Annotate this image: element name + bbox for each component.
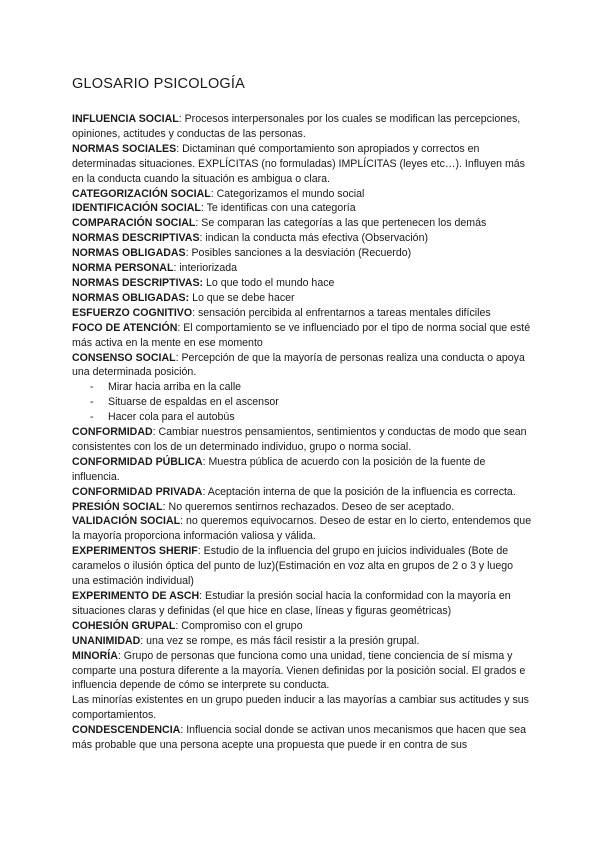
glossary-term: NORMAS OBLIGADAS: [72, 247, 186, 260]
glossary-entry-normas-sociales: [72, 142, 532, 187]
glossary-entry-comparacion-social: [72, 216, 532, 231]
glossary-entry-validacion-social: [72, 514, 532, 544]
glossary-definition: : Aceptación interna de que la posición de la influencia es correcta.: [202, 485, 516, 498]
glossary-definition: Las minorías existentes en un grupo pueden inducir a las mayorías a cambiar sus actitudes y sus comportamientos.: [72, 694, 529, 722]
glossary-definition: Lo que se debe hacer: [189, 291, 295, 304]
glossary-entry-condescendencia: [72, 723, 532, 753]
glossary-entry-foco-de-atencion: [72, 321, 532, 351]
glossary-definition: Lo que todo el mundo hace: [203, 276, 335, 289]
glossary-entry-minoria: [72, 649, 532, 694]
bullet-marker: -: [90, 381, 94, 394]
glossary-term: INFLUENCIA SOCIAL: [72, 113, 179, 125]
glossary-definition: : indican la conducta más efectiva (Observación): [199, 232, 428, 245]
glossary-definition: : No queremos sentirnos rechazados. Deseo de ser aceptado.: [162, 500, 455, 513]
glossary-term: NORMAS OBLIGADAS:: [72, 291, 190, 304]
glossary-definition: : Posibles sanciones a la desviación (Recuerdo): [185, 247, 412, 260]
glossary-term: UNANIMIDAD: [72, 634, 141, 647]
glossary-entry-influencia-social: [72, 112, 532, 142]
list-item: [90, 410, 532, 425]
consenso-examples-list: [72, 380, 532, 425]
glossary-term: CONSENSO SOCIAL: [72, 351, 176, 364]
glossary-definition: : Se comparan las categorías a las que pertenecen los demás: [195, 217, 487, 230]
glossary-entry-identificacion-social: [72, 201, 532, 216]
list-item-text: Situarse de espaldas en el ascensor: [108, 396, 279, 409]
page-title: GLOSARIO PSICOLOGÍA: [72, 76, 246, 92]
glossary-entry-conformidad-publica: [72, 455, 532, 485]
glossary-term: VALIDACIÓN SOCIAL: [72, 515, 181, 528]
glossary-term: NORMAS DESCRIPTIVAS: [72, 232, 200, 245]
glossary-entry-esfuerzo-cognitivo: [72, 306, 532, 321]
glossary-definition: : Percepción de que la mayoría de personas realiza una conducta o apoya una determinada posición.: [72, 351, 525, 379]
glossary-definition: : Grupo de personas que funciona como una unidad, tiene conciencia de sí misma y comparte una postura diferente a la mayoría. Vienen definidas por la posición social. El grados e influencia depende de cómo se interprete su conducta.: [72, 649, 526, 692]
glossary-entry-conformidad-privada: [72, 485, 532, 500]
glossary-definition: : Muestra pública de acuerdo con la posición de la fuente de influencia.: [72, 455, 486, 483]
glossary-term: CATEGORIZACIÓN SOCIAL: [72, 187, 211, 200]
glossary-term: NORMA PERSONAL: [72, 262, 174, 275]
glossary-definition: : Te identificas con una categoría: [200, 202, 356, 215]
glossary-entry-normas-descriptivas: [72, 231, 532, 246]
glossary-note-minorias: [72, 693, 532, 723]
glossary-entry-presion-social: [72, 500, 532, 515]
list-item-text: Hacer cola para el autobús: [108, 411, 235, 424]
glossary-definition: : Estudiar la presión social hacia la conformidad con la mayoría en situaciones claras y definidas (el que hice en clase, líneas y figuras geométricas): [72, 590, 511, 617]
glossary-definition: : sensación percibida al enfrentarnos a tareas mentales difíciles: [192, 306, 491, 319]
glossary-entry-normas-obligadas: [72, 246, 532, 261]
bullet-marker: -: [90, 411, 94, 424]
glossary-entry-conformidad: [72, 425, 532, 455]
glossary-term: CONFORMIDAD: [72, 426, 153, 439]
glossary-term: PRESIÓN SOCIAL: [72, 500, 163, 513]
glossary-term: EXPERIMENTOS SHERIF: [72, 545, 198, 558]
glossary-term: CONFORMIDAD PRIVADA: [72, 485, 203, 498]
glossary-definition: : El comportamiento se ve influenciado por el tipo de norma social que esté más activa en la mente en ese momento: [72, 321, 531, 349]
glossary-definition: : Influencia social donde se activan unos mecanismos que hacen que sea más probable que una persona acepte una propuesta que puede ir en contra de sus: [72, 724, 527, 752]
glossary-term: CONDESCENDENCIA: [72, 724, 181, 737]
glossary-definition: : Estudio de la influencia del grupo en juicios individuales (Bote de caramelos o ilusión óptica del punto de luz)(Estimación en voz alta en grupos de 2 o 3 y luego una estimación individual): [72, 545, 514, 588]
glossary-definition: : Cambiar nuestros pensamientos, sentimientos y conductas de modo que sean consistentes con los de un determinado individuo, grupo o norma social.: [72, 426, 527, 453]
glossary-term: IDENTIFICACIÓN SOCIAL: [72, 202, 201, 215]
glossary-term: EXPERIMENTO DE ASCH: [72, 590, 200, 602]
glossary-definition: : interiorizada: [173, 262, 238, 275]
glossary-definition: : Procesos interpersonales por los cuales se modifican las percepciones, opiniones, actitudes y conductas de las personas.: [72, 113, 521, 140]
glossary-term: NORMAS SOCIALES: [72, 142, 177, 155]
list-item: [90, 395, 532, 410]
glossary-term: FOCO DE ATENCIÓN: [72, 321, 178, 334]
glossary-definition: : no queremos equivocarnos. Deseo de estar en lo cierto, entendemos que la mayoría proporciona información valiosa y válida.: [72, 515, 532, 543]
glossary-term: COHESIÓN GRUPAL: [72, 619, 176, 632]
glossary-body: [72, 112, 532, 753]
glossary-definition: : Dictaminan qué comportamiento son apropiados y correctos en determinadas situaciones. EXPLÍCITAS (no formuladas) IMPLÍCITAS (leyes etc…). Influyen más en la conducta cuando la situación es ambigua o clara.: [72, 142, 525, 185]
bullet-marker: -: [90, 396, 94, 409]
list-item: [90, 380, 532, 395]
glossary-entry-experimento-de-asch: [72, 589, 532, 619]
glossary-definition: : Compromiso con el grupo: [175, 619, 303, 632]
glossary-entry-cohesion-grupal: [72, 619, 532, 634]
glossary-definition: : Categorizamos el mundo social: [210, 187, 365, 200]
glossary-definition: : una vez se rompe, es más fácil resistir a la presión grupal.: [140, 634, 420, 647]
glossary-entry-normas-obligadas-2: [72, 291, 532, 306]
glossary-entry-categorizacion-social: [72, 187, 532, 202]
glossary-entry-consenso-social: [72, 351, 532, 381]
glossary-term: COMPARACIÓN SOCIAL: [72, 217, 196, 230]
glossary-term: MINORÍA: [72, 649, 118, 662]
glossary-entry-unanimidad: [72, 634, 532, 649]
glossary-entry-norma-personal: [72, 261, 532, 276]
glossary-term: CONFORMIDAD PÚBLICA: [72, 455, 203, 468]
list-item-text: Mirar hacia arriba en la calle: [108, 381, 242, 394]
glossary-term: ESFUERZO COGNITIVO: [72, 306, 193, 319]
glossary-term: NORMAS DESCRIPTIVAS:: [72, 276, 204, 289]
glossary-entry-normas-descriptivas-2: [72, 276, 532, 291]
glossary-entry-experimentos-sherif: [72, 544, 532, 589]
